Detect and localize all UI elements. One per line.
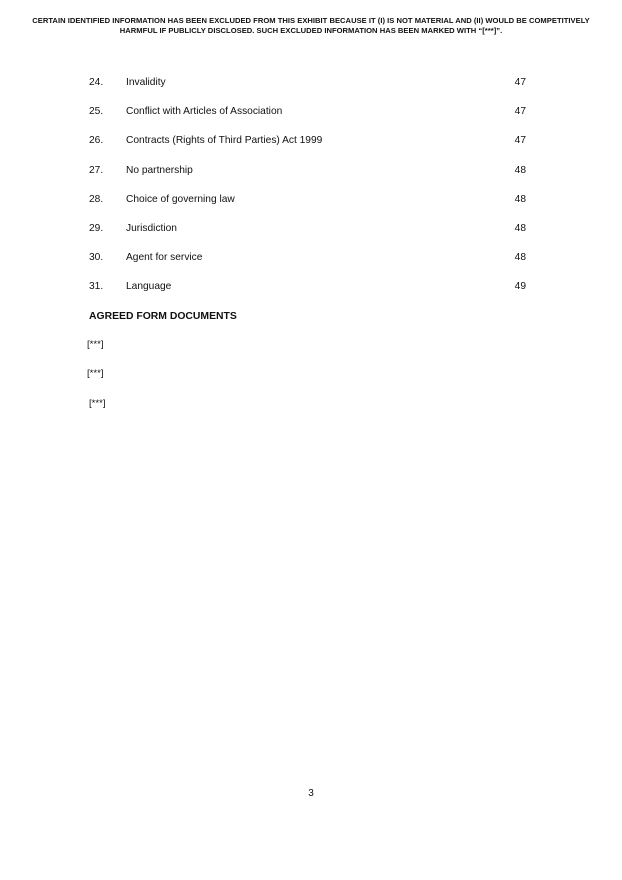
toc-entry-page: 48	[514, 252, 526, 264]
toc-entry-title: Jurisdiction	[126, 222, 177, 234]
toc-entry-number: 30.	[89, 252, 104, 264]
toc-entry-page: 48	[514, 193, 526, 205]
toc-entry-number: 29.	[89, 222, 104, 234]
toc-entry	[89, 76, 529, 105]
toc-entry-number: 27.	[89, 164, 104, 176]
toc-entry-number: 24.	[89, 77, 104, 88]
redacted-document-item: [***]	[89, 398, 106, 409]
toc-entry-number: 25.	[89, 106, 104, 118]
toc-entry-page: 49	[514, 281, 526, 293]
toc-entry	[89, 280, 529, 309]
toc-entry-number: 28.	[89, 193, 104, 205]
toc-entry-number: 26.	[89, 135, 104, 147]
toc-entry-title: Contracts (Rights of Third Parties) Act 1999	[126, 135, 323, 147]
redacted-document-item: [***]	[87, 368, 104, 379]
toc-entry-page: 47	[514, 77, 526, 88]
toc-entry-title: Agent for service	[126, 252, 203, 264]
toc-entry	[89, 222, 529, 251]
toc-entry-title: Conflict with Articles of Association	[126, 106, 283, 118]
agreed-form-documents-heading: AGREED FORM DOCUMENTS	[89, 311, 237, 322]
toc-entry	[89, 164, 529, 193]
confidentiality-notice: CERTAIN IDENTIFIED INFORMATION HAS BEEN EXCLUDED FROM THIS EXHIBIT BECAUSE IT (I) IS NOT MATERIAL AND (II) WOULD BE COMPETITIVELY HARMFUL IF PUBLICLY DISCLOSED. SUCH EXCLUDED INFORMATION HAS BEEN MARKED WITH “[***]”.	[32, 16, 590, 35]
toc-entry-page: 48	[514, 164, 526, 176]
toc-entry-page: 47	[514, 135, 526, 147]
table-of-contents	[89, 76, 529, 310]
toc-entry-page: 47	[514, 106, 526, 118]
toc-entry-title: Invalidity	[126, 77, 166, 88]
page-number: 3	[308, 788, 314, 799]
toc-entry-number: 31.	[89, 281, 104, 293]
toc-entry	[89, 251, 529, 280]
toc-entry-title: No partnership	[126, 164, 193, 176]
toc-entry-title: Language	[126, 281, 172, 293]
toc-entry-page: 48	[514, 222, 526, 234]
toc-entry	[89, 105, 529, 134]
toc-entry-title: Choice of governing law	[126, 193, 235, 205]
toc-entry	[89, 193, 529, 222]
toc-entry	[89, 134, 529, 163]
redacted-document-item: [***]	[87, 339, 104, 350]
